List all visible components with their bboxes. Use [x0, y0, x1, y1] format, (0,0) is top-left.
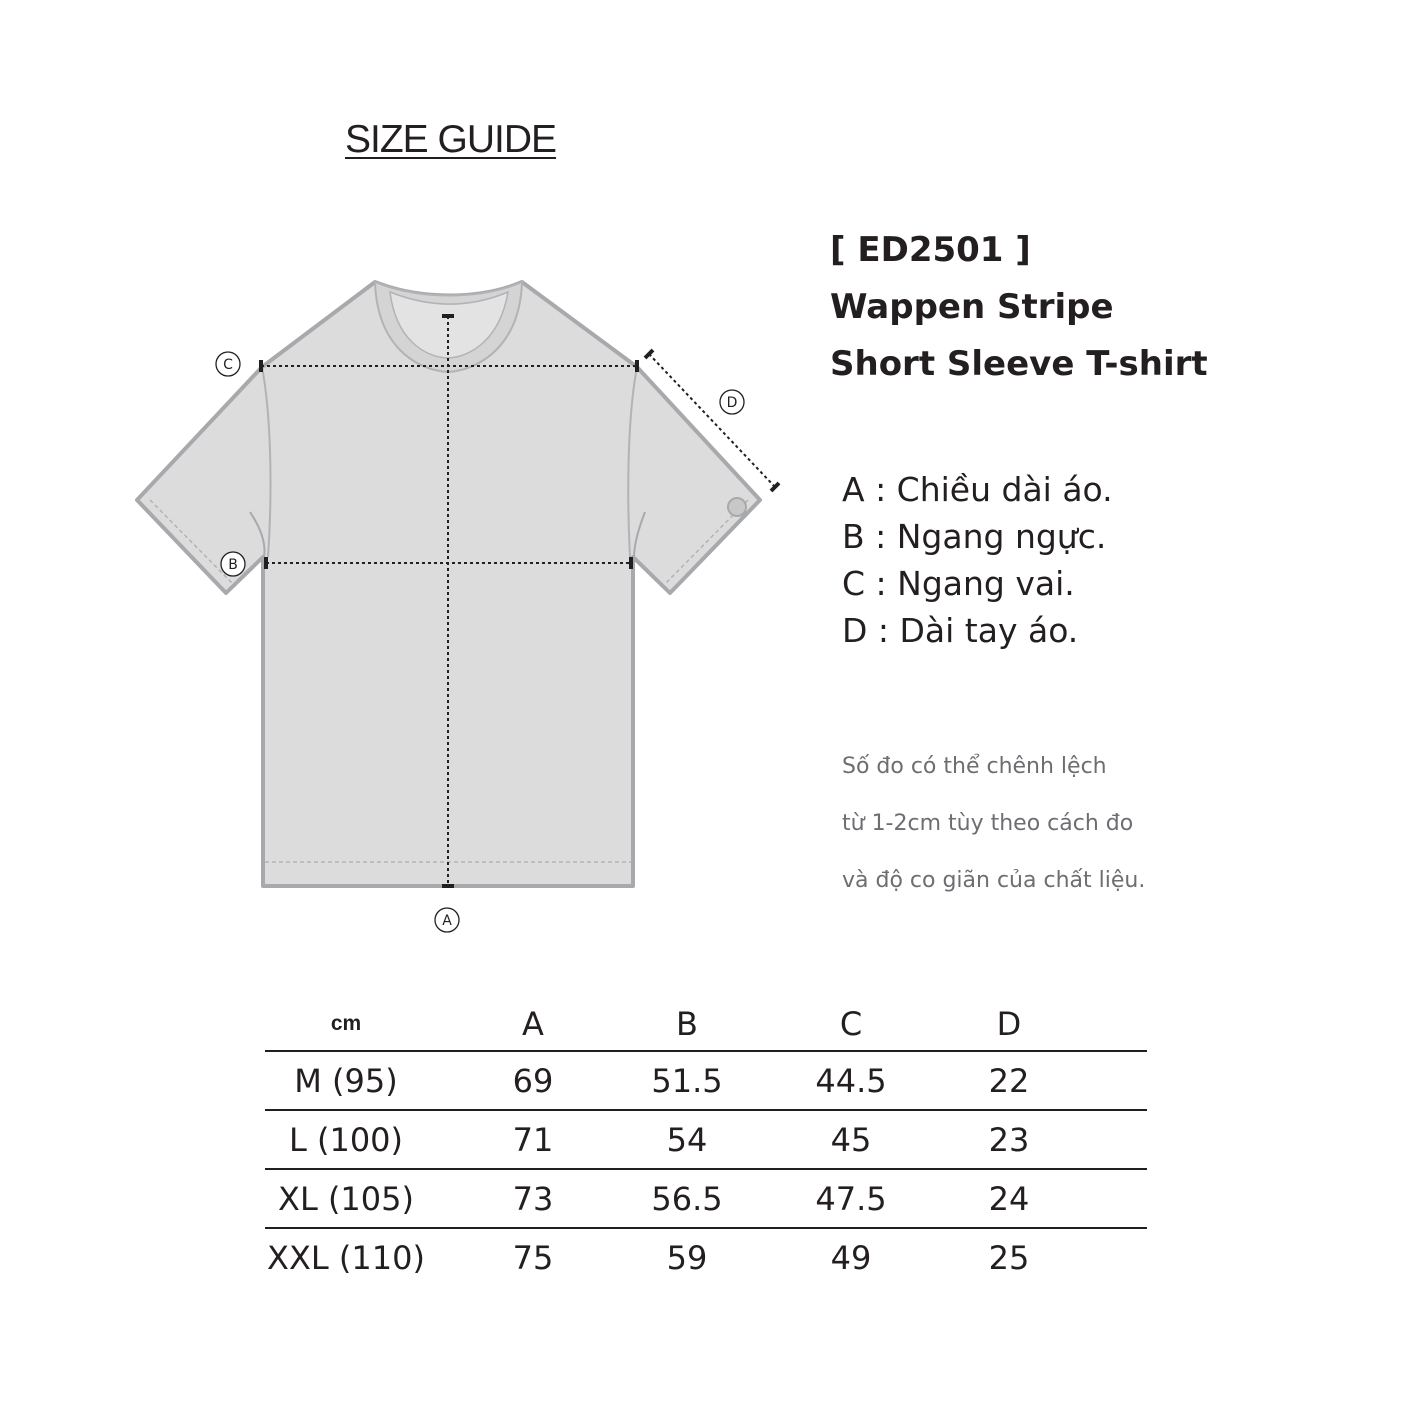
- legend-item-b: B : Ngang ngực.: [842, 517, 1107, 556]
- table-cell: 44.5: [735, 1051, 967, 1110]
- measurement-legend: [842, 466, 1113, 654]
- table-header-c: C: [839, 1005, 863, 1043]
- table-cell: 23: [967, 1110, 1051, 1169]
- label-d-marker: [720, 390, 744, 414]
- table-row: [265, 1110, 1147, 1169]
- svg-text:C: C: [223, 357, 233, 373]
- page-title: SIZE GUIDE: [345, 118, 557, 161]
- product-name-line2: Short Sleeve T-shirt: [830, 344, 1208, 384]
- measure-cap-d-bottom: [771, 483, 779, 491]
- table-header-a: A: [522, 1005, 544, 1043]
- table-cell: 56.5: [639, 1169, 735, 1228]
- table-cell-size: XL (105): [265, 1169, 427, 1228]
- table-header-b: B: [676, 1005, 698, 1043]
- table-row: [265, 1169, 1147, 1228]
- product-info: [830, 222, 1208, 393]
- wappen-patch: [728, 498, 746, 516]
- label-a-marker: [435, 908, 459, 932]
- table-cell: 51.5: [639, 1051, 735, 1110]
- table-cell-spacer: [1051, 1228, 1147, 1286]
- table-cell: 49: [735, 1228, 967, 1286]
- table-unit-header: cm: [330, 1012, 362, 1035]
- note-line-3: và độ co giãn của chất liệu.: [842, 868, 1146, 893]
- svg-text:A: A: [442, 913, 452, 929]
- table-header-spacer: [1051, 998, 1147, 1051]
- table-cell: 73: [427, 1169, 639, 1228]
- table-cell: 54: [639, 1110, 735, 1169]
- table-cell: 24: [967, 1169, 1051, 1228]
- legend-item-d: D : Dài tay áo.: [842, 611, 1079, 650]
- legend-item-a: A : Chiều dài áo.: [842, 470, 1113, 509]
- table-cell: 59: [639, 1228, 735, 1286]
- table-cell: 45: [735, 1110, 967, 1169]
- label-b-marker: [221, 552, 245, 576]
- table-cell: 75: [427, 1228, 639, 1286]
- table-cell-size: L (100): [265, 1110, 427, 1169]
- note-line-1: Số đo có thể chênh lệch: [842, 754, 1107, 779]
- table-row: [265, 1051, 1147, 1110]
- table-cell-size: XXL (110): [265, 1228, 427, 1286]
- table-cell: 22: [967, 1051, 1051, 1110]
- table-cell: 47.5: [735, 1169, 967, 1228]
- table-cell-spacer: [1051, 1051, 1147, 1110]
- product-name-line1: Wappen Stripe: [830, 287, 1114, 327]
- table-header-d: D: [996, 1005, 1022, 1043]
- svg-text:B: B: [228, 557, 238, 573]
- table-cell: 69: [427, 1051, 639, 1110]
- table-cell-size: M (95): [265, 1051, 427, 1110]
- size-table: [265, 998, 1147, 1286]
- measurement-note: [842, 738, 1145, 909]
- table-cell-spacer: [1051, 1169, 1147, 1228]
- svg-text:D: D: [726, 395, 738, 411]
- table-cell: 25: [967, 1228, 1051, 1286]
- label-c-marker: [216, 352, 240, 376]
- table-header-row: [265, 998, 1147, 1051]
- product-code: [ ED2501 ]: [830, 230, 1031, 270]
- table-cell-spacer: [1051, 1110, 1147, 1169]
- table-row: [265, 1228, 1147, 1286]
- measure-cap-d-top: [645, 350, 653, 358]
- note-line-2: từ 1-2cm tùy theo cách đo: [842, 811, 1134, 836]
- table-cell: 71: [427, 1110, 639, 1169]
- legend-item-c: C : Ngang vai.: [842, 564, 1075, 603]
